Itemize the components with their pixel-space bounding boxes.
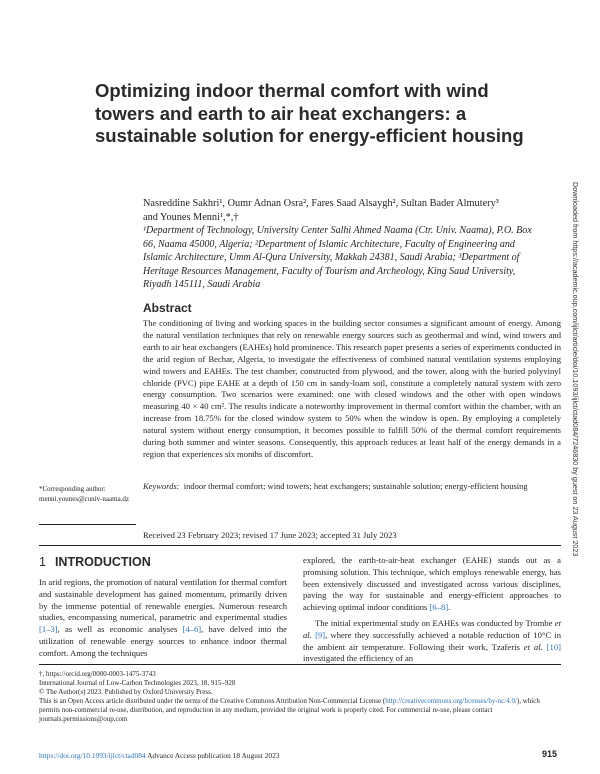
section-title: INTRODUCTION [54,555,151,569]
intro-paragraph [303,555,561,614]
author-list [143,197,543,224]
doi-link[interactable]: https://doi.org/10.1093/ijlct/ctad084 [39,751,146,760]
citation-link[interactable]: [4–6] [182,624,202,635]
intro-left-column [39,577,287,660]
footer-doi [39,751,279,760]
section-number: 1 [39,555,46,569]
citation-link[interactable]: [6–8] [429,602,449,613]
intro-text: , as well as economic analyses [57,624,183,635]
article-title: Optimizing indoor thermal comfort with wind towers and earth to air heat exchangers: a sustainable solution for energy-efficient housing [95,80,524,146]
intro-right-column [303,555,561,669]
citation-link[interactable]: [9] [315,629,326,640]
affiliations: ¹Department of Technology, University Center Salhi Ahmed Naama (Ctr. Univ. Naama), P.O. Box 66, Naama 45000, Algeria; ²Department of Islamic Architecture, Faculty of Engineering and Islamic Architecture, Umm Al-Qura University, Makkah 24381, Saudi Arabia; ³Department of Heritage Resources Management, Faculty of Tourism and Archeology, King Saud University, Riyadh 145111, Saudi Arabia [143,225,532,291]
license-link[interactable]: http://creativecommons.org/licenses/by-nc/4.0/ [385,697,517,705]
author-line-2: and Younes Menni¹,*,† [143,211,239,223]
copyright-note: © The Author(s) 2023. Published by Oxford University Press. [39,688,213,696]
license-text: ), which permits non-commercial re-use, distribution, and reproduction in any medium, provided the original work is properly cited. For commercial re-use, please contact journals.permissions@oup.com [39,697,540,723]
license-note [39,697,561,724]
keywords-label: Keywords: [143,481,180,491]
orcid-note: †, https://orcid.org/0000-0003-1475-3743 [39,670,156,678]
advance-access-note: Advance Access publication 18 August 2023 [145,751,280,760]
license-text: This is an Open Access article distributed under the terms of the Creative Commons Attribution Non-Commercial License ( [39,697,386,705]
section-heading [39,555,151,569]
author-line-1: Nasreddine Sakhri¹, Oumr Adnan Osra², Fares Saad Alsaygh², Sultan Bader Almutery³ [143,198,499,209]
footnote-divider [39,664,561,665]
intro-text: , have delved into the utilization of renewable energy sources to enhance indoor thermal comfort. Among the techniques [39,624,287,658]
citation-link[interactable]: [10] [546,641,561,652]
corresponding-rule [39,524,136,525]
et-al: et al. [303,617,561,640]
header-divider [39,545,561,546]
intro-text: The initial experimental study on EAHEs was conducted by Trombe [315,617,555,628]
intro-text: , where they successfully achieved a notable reduction of 10°C in the ambient air temperature. Following their work, Tzaferis [303,629,561,652]
intro-text: . [448,602,451,613]
intro-text: In arid regions, the promotion of natural ventilation for thermal comfort and sustainable development has gained momentum, primarily driven by the immense potential of renewable energies. Numerous research studies, encompassing numerical, parametric and experimental studies [39,577,287,623]
corresponding-author-note: *Corresponding author: menni.younes@cuniv-naama.dz [39,485,130,503]
citation-link[interactable]: [1–3] [39,624,58,635]
abstract-heading: Abstract [143,301,192,315]
keywords-text: indoor thermal comfort; wind towers; heat exchangers; sustainable solution; energy-efficient housing [183,481,528,491]
intro-paragraph [303,618,561,665]
footnotes [39,670,561,724]
download-watermark: Downloaded from https://academic.oup.com/ijlct/article/doi/10.1093/ijlct/ctad084/7246830 by guest on 23 August 2023 [571,182,580,557]
intro-text: explored, the earth-to-air-heat exchanger (EAHE) stands out as a promising solution. This technique, which employs renewable energy, has been extensively discussed and investigated across various disciplines, paving the way for sustainable and energy-efficient approaches to achieving optimal indoor conditions [303,555,561,613]
et-al: et al. [523,641,543,652]
journal-citation: International Journal of Low-Carbon Technologies 2023, 18, 915–928 [39,679,236,687]
abstract-text: The conditioning of living and working spaces in the building sector consumes a significant amount of energy. Among the natural ventilation techniques that rely on renewable energy sources such as geothermal and wind, wind towers and earth to air heat exchangers (EAHEs) hold prominence. This research paper presents a series of experiments conducted in the arid region of Bechar, Algeria, to investigate the effectiveness of combined natural ventilation systems employing wind towers and EAHEs. The test chamber, constructed from plywood, and the tower, along with the buried polyvinyl chloride (PVC) pipe EAHE at a depth of 150 cm in sandy-loam soil, constitute a completely natural system with zero energy consumption. Two scenarios were examined: one with closed windows and the other with open windows measuring 40 × 40 cm². The results indicate a noteworthy improvement in thermal comfort within the chamber, with an increase from 18.75% for the closed window system to 50% when the window is open. By employing a completely natural system without energy consumption, it becomes possible to fulfill 50% of the thermal comfort requirements during both summer and winter seasons. Consequently, this approach reduces at least half of the energy demands in a region that experiences six months of discomfort. [143,318,561,459]
page-number: 915 [542,749,558,759]
keywords [143,481,561,493]
intro-text: investigated the efficiency of an [303,653,414,664]
submission-dates: Received 23 February 2023; revised 17 June 2023; accepted 31 July 2023 [143,530,397,540]
